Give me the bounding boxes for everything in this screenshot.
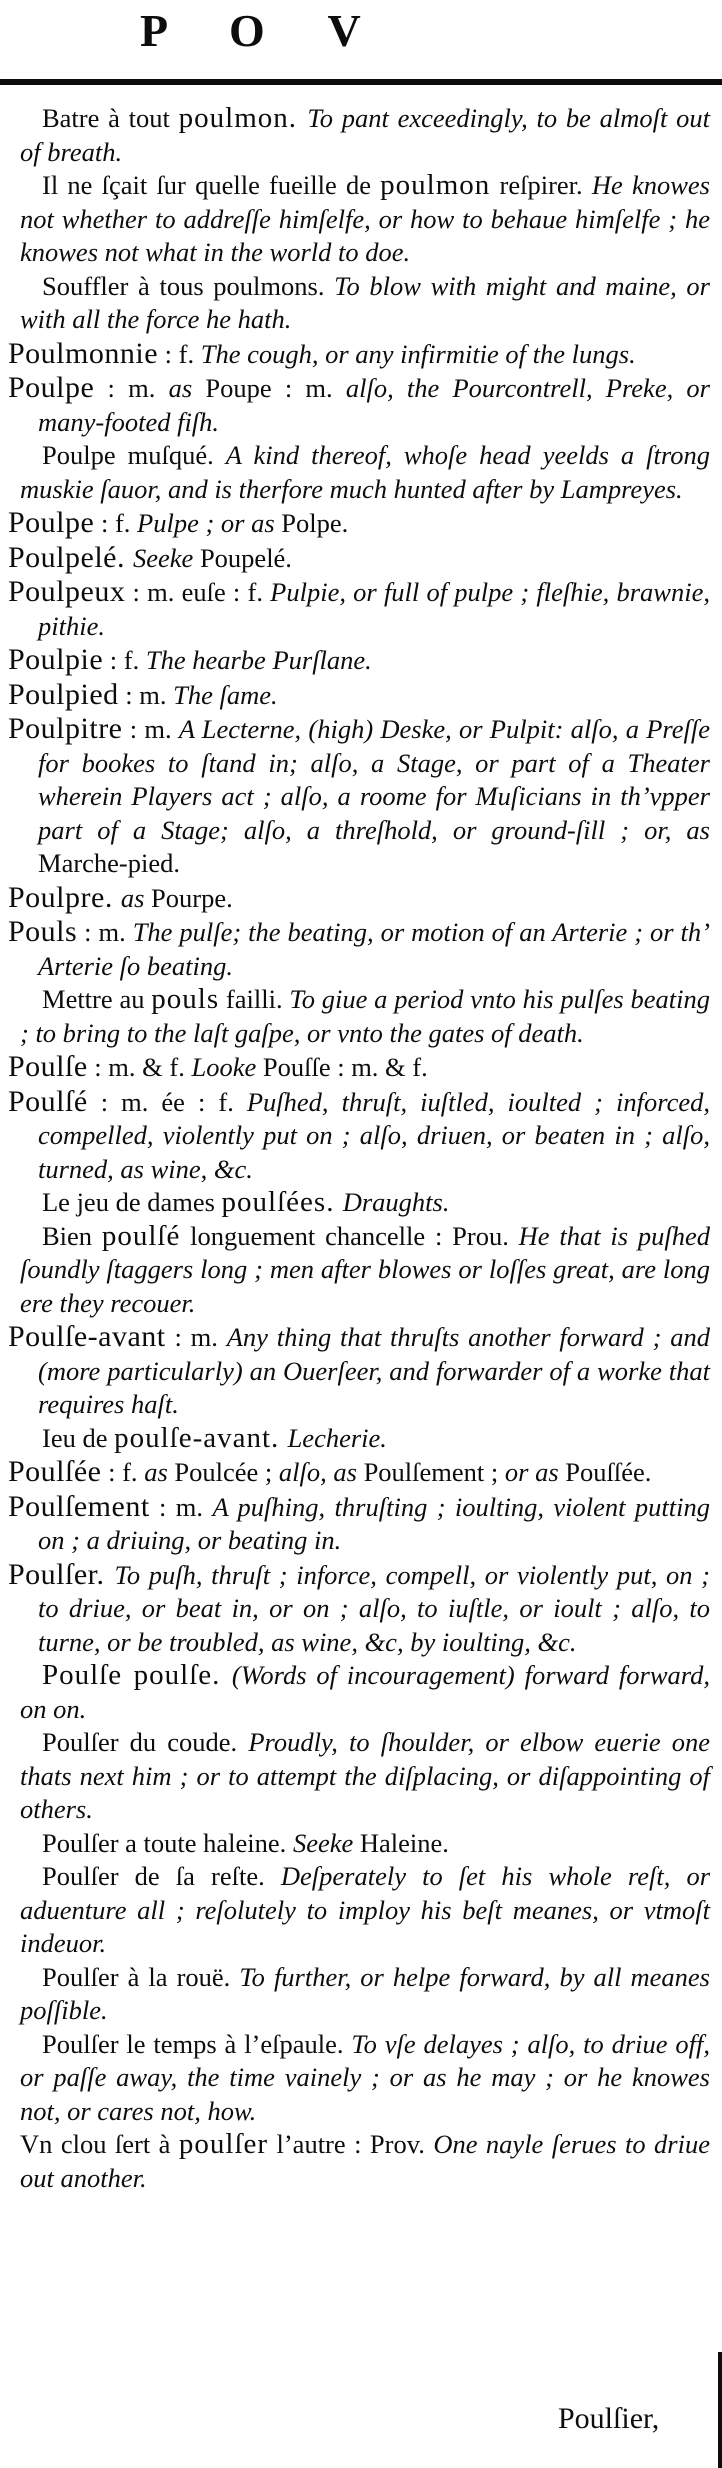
definition-text: Any thing that thruſts another forward ; and (more particularly) an Ouerſeer, and forwarder of a worke that requires haſt. bbox=[38, 1322, 710, 1419]
french-text: Vn clou ſert à bbox=[20, 2129, 179, 2159]
headword: Poulſer. bbox=[8, 1557, 115, 1591]
definition-text: A Lecterne, (high) Deske, or Pulpit: alſo, a Preſſe for bookes to ſtand in; alſo, a Stage, or part of a Theater wherein Players act ; alſo, a roome for Muſicians in th’vpper part of a Stage; alſo, a threſhold, or ground-ſill ; or, as bbox=[38, 714, 710, 845]
definition-text: A puſhing, thruſting ; ioulting, violent putting on ; a driuing, or beating in. bbox=[38, 1491, 710, 1555]
french-text: : m. euſe : f. bbox=[125, 577, 271, 607]
headword: Pouls bbox=[8, 915, 78, 948]
definition-text: The ſame. bbox=[173, 679, 278, 710]
column-divider-line bbox=[718, 2352, 722, 2468]
definition-text: as bbox=[168, 373, 206, 403]
dictionary-entry bbox=[8, 881, 710, 916]
french-text: Souffler à tous poulmons. bbox=[42, 270, 335, 301]
headword: Poulſé bbox=[8, 1084, 88, 1118]
french-text: l’autre : Prov. bbox=[268, 2129, 434, 2159]
catchword: Poulſier, bbox=[558, 2402, 660, 2435]
headword: Poulpe bbox=[8, 506, 95, 539]
headword: Poulſement bbox=[8, 1489, 150, 1523]
dictionary-entry bbox=[8, 1827, 710, 1861]
french-phrase: poulſe-avant. bbox=[114, 1421, 288, 1454]
french-text: Il ne ſçait ſur quelle fueille de bbox=[42, 170, 381, 200]
french-text: Ieu de bbox=[42, 1422, 115, 1453]
french-text: Pouſſée. bbox=[565, 1457, 652, 1487]
french-text: Haleine. bbox=[359, 1827, 449, 1858]
dictionary-entry bbox=[8, 1490, 710, 1558]
definition-text: To vſe delayes ; alſo, to driue off, or paſſe away, the time vainely ; or as he may ; or he knowes not, or cares not, how. bbox=[20, 2028, 710, 2126]
dictionary-entry bbox=[8, 643, 710, 678]
definition-text: The pulſe; the beating, or motion of an Arterie ; or th’ Arterie ſo beating. bbox=[38, 917, 710, 981]
dictionary-column bbox=[8, 102, 710, 2195]
dictionary-entry bbox=[8, 270, 710, 337]
french-text: Poulſement ; bbox=[363, 1457, 505, 1487]
french-text: Mettre au bbox=[42, 984, 152, 1014]
dictionary-entry bbox=[8, 678, 710, 713]
definition-text: The hearbe Purſlane. bbox=[145, 645, 372, 675]
definition-text: Pulpe ; or as bbox=[137, 508, 282, 538]
dictionary-entry bbox=[8, 1320, 710, 1422]
dictionary-entry bbox=[8, 1085, 710, 1187]
dictionary-entry bbox=[8, 1860, 710, 1961]
definition-text: as bbox=[144, 1457, 175, 1487]
french-text: Poupelé. bbox=[199, 542, 292, 573]
dictionary-entry bbox=[8, 1455, 710, 1490]
french-text: Batre à tout bbox=[42, 103, 179, 133]
dictionary-entry bbox=[8, 371, 710, 439]
definition-text: To pant exceedingly, to be almoſt out of breath. bbox=[20, 103, 710, 167]
definition-text: Proudly, to ſhoulder, or elbow euerie one thats next him ; or to attempt the diſplacing, or diſappointing of others. bbox=[20, 1727, 711, 1824]
french-text: : m. bbox=[165, 1322, 227, 1352]
french-text: Poulſer le temps à l’eſpaule. bbox=[42, 2028, 352, 2059]
definition-text: or as bbox=[504, 1457, 566, 1487]
french-phrase: Poulſe poulſe. bbox=[42, 1659, 232, 1691]
dictionary-entry bbox=[8, 1961, 710, 2028]
french-text: Polpe. bbox=[281, 508, 349, 538]
french-phrase: poulſé bbox=[101, 1219, 181, 1252]
definition-text: alſo, as bbox=[278, 1457, 364, 1487]
headword: Poulpie bbox=[8, 643, 104, 676]
definition-text: as bbox=[120, 882, 152, 913]
french-text: : f. bbox=[158, 338, 201, 369]
french-text: Le jeu de dames bbox=[42, 1187, 222, 1217]
headword: Poulſe bbox=[8, 1050, 88, 1083]
definition-text: He that is puſhed ſoundly ſtaggers long ; men after blowes or loſſes great, are long ere they recouer. bbox=[20, 1220, 710, 1318]
french-text: : m. bbox=[118, 679, 174, 710]
definition-text: A kind thereof, whoſe head yeelds a ſtrong muskie ſauor, and is therfore much hunted after by Lampreyes. bbox=[20, 440, 710, 504]
french-text: : m. bbox=[149, 1491, 213, 1522]
french-text: failli. bbox=[219, 984, 290, 1014]
definition-text: (Words of incouragement) forward forward, on on. bbox=[20, 1660, 710, 1724]
dictionary-entry bbox=[8, 102, 710, 169]
definition-text: To blow with might and maine, or with all the force he hath. bbox=[20, 270, 710, 334]
headword: Poulſée bbox=[8, 1455, 102, 1488]
definition-text: Looke bbox=[191, 1052, 263, 1082]
french-text: : f. bbox=[103, 645, 146, 675]
definition-text: Lecherie. bbox=[287, 1422, 387, 1453]
dictionary-entry bbox=[8, 2128, 710, 2195]
french-text: Pourpe. bbox=[151, 882, 233, 913]
definition-text: The cough, or any infirmitie of the lungs. bbox=[200, 338, 636, 369]
headword: Poulpre. bbox=[8, 880, 121, 914]
french-text: Poulſer à la rouë. bbox=[42, 1961, 240, 1992]
french-text: longuement chancelle : Prou. bbox=[180, 1220, 519, 1251]
definition-text: alſo, the Pourcontrell, Preke, or many-footed fiſh. bbox=[38, 373, 710, 437]
definition-text: To giue a period vnto his pulſes beating ; to bring to the laſt gaſpe, or vnto the gates of death. bbox=[20, 984, 710, 1048]
french-text: : f. bbox=[101, 1457, 145, 1487]
french-text: : f. bbox=[94, 508, 138, 538]
dictionary-entry bbox=[8, 983, 710, 1050]
headword: Poulpe bbox=[8, 371, 95, 404]
dictionary-entry bbox=[8, 1422, 710, 1456]
french-text: : m. ée : f. bbox=[87, 1086, 247, 1117]
french-phrase: pouls bbox=[151, 983, 220, 1015]
french-text: : m. bbox=[94, 373, 169, 403]
french-text: Poulcée ; bbox=[174, 1457, 279, 1487]
dictionary-entry bbox=[8, 915, 710, 983]
french-phrase: poulmon bbox=[380, 169, 491, 201]
header-rule bbox=[0, 79, 722, 85]
french-text: Marche-pied. bbox=[38, 848, 180, 878]
french-text: : m. bbox=[122, 714, 179, 744]
dictionary-entry bbox=[8, 2028, 710, 2129]
dictionary-entry bbox=[8, 337, 710, 372]
dictionary-entry bbox=[8, 712, 710, 881]
definition-text: Seeke bbox=[133, 542, 200, 573]
french-text: Poupe : m. bbox=[205, 373, 346, 403]
definition-text: He knowes not whether to addreſſe himſelfe, or how to behaue himſelfe ; he knowes not what in the world to doe. bbox=[20, 170, 710, 267]
headword: Poulſe-avant bbox=[8, 1320, 166, 1353]
definition-text: To further, or helpe forward, by all meanes poſſible. bbox=[20, 1961, 710, 2025]
dictionary-entry bbox=[8, 541, 710, 576]
french-phrase: poulmon. bbox=[178, 102, 308, 134]
definition-text: Puſhed, thruſt, iuſtled, ioulted ; inforced, compelled, violently put on ; alſo, driuen, or beaten in ; alſo, turned, as wine, &c. bbox=[38, 1086, 710, 1184]
french-text: : m. bbox=[77, 917, 133, 947]
definition-text: Pulpie, or full of pulpe ; fleſhie, brawnie, pithie. bbox=[38, 577, 710, 641]
french-text: reſpirer. bbox=[490, 170, 592, 200]
french-text: : m. & f. bbox=[87, 1052, 192, 1082]
definition-text: Seeke bbox=[292, 1827, 360, 1858]
dictionary-entry bbox=[8, 1558, 710, 1660]
french-text: Bien bbox=[42, 1220, 102, 1251]
definition-text: Deſperately to ſet his whole reſt, or aduenture all ; reſolutely to imploy his beſt meanes, or vtmoſt indeuor. bbox=[20, 1861, 711, 1958]
headword: Poulpeux bbox=[8, 575, 126, 608]
french-phrase: poulſer bbox=[178, 2128, 269, 2160]
headword: Poulpitre bbox=[8, 712, 123, 745]
definition-text: Draughts. bbox=[342, 1187, 450, 1217]
dictionary-entry bbox=[8, 1726, 710, 1827]
french-text: Poulſer du coude. bbox=[42, 1727, 249, 1757]
french-text: Poulſer a toute haleine. bbox=[42, 1827, 293, 1858]
headword: Poulpied bbox=[8, 677, 119, 711]
french-text: Poulpe muſqué. bbox=[42, 440, 226, 470]
definition-text: One nayle ſerues to driue out another. bbox=[20, 2129, 710, 2193]
french-phrase: poulſées. bbox=[221, 1186, 343, 1218]
french-text: Pouſſe : m. & f. bbox=[262, 1052, 428, 1082]
dictionary-entry bbox=[8, 439, 710, 506]
headword: Poulpelé. bbox=[8, 540, 133, 574]
dictionary-entry bbox=[8, 1050, 710, 1085]
definition-text: To puſh, thruſt ; inforce, compell, or violently put, on ; to driue, or beat in, or on ; alſo, to iuſtle, or ioult ; alſo, to turne, or be troubled, as wine, &c, by ioulting, &c. bbox=[38, 1559, 710, 1657]
dictionary-entry bbox=[8, 1186, 710, 1220]
dictionary-entry bbox=[8, 1220, 710, 1321]
page-title: P O V bbox=[140, 5, 387, 56]
dictionary-entry bbox=[8, 1659, 710, 1726]
dictionary-entry bbox=[8, 575, 710, 643]
dictionary-entry bbox=[8, 169, 710, 270]
headword: Poulmonnie bbox=[8, 336, 159, 370]
french-text: Poulſer de ſa reſte. bbox=[42, 1861, 281, 1891]
dictionary-entry bbox=[8, 506, 710, 541]
